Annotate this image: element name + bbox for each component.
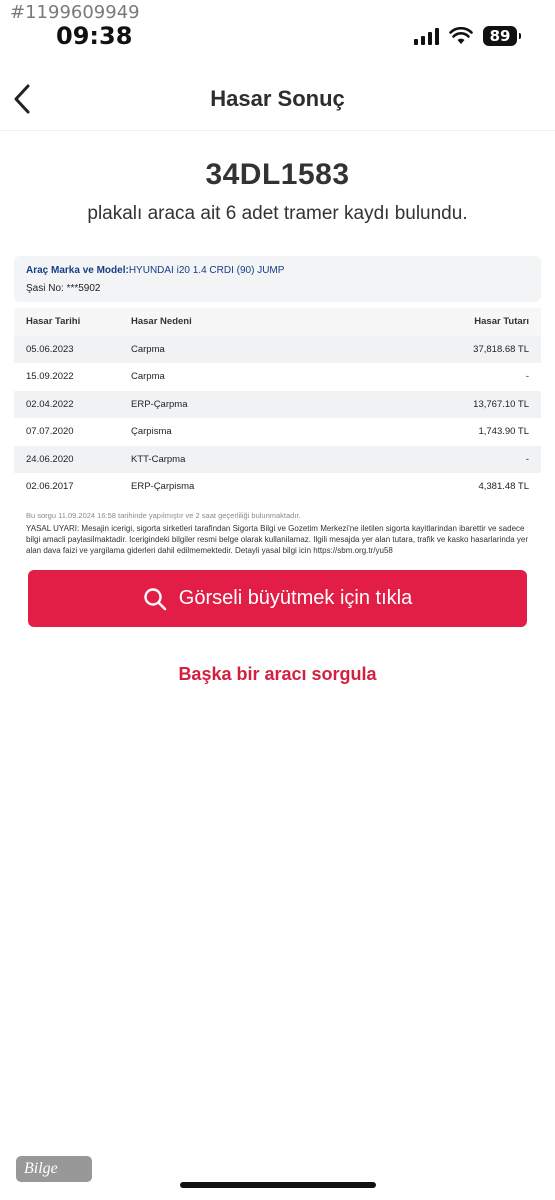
row-reason: Carpma xyxy=(131,371,165,383)
row-date: 15.09.2022 xyxy=(26,371,74,383)
table-row xyxy=(14,473,541,501)
row-reason: ERP-Çarpisma xyxy=(131,481,195,493)
row-amount: - xyxy=(525,371,529,383)
table-row xyxy=(14,391,541,419)
vehicle-info xyxy=(14,256,541,302)
row-date: 02.04.2022 xyxy=(26,398,74,410)
row-reason: ERP-Çarpma xyxy=(131,398,188,410)
row-date: 24.06.2020 xyxy=(26,453,74,465)
vehicle-model-value: HYUNDAI i20 1.4 CRDI (90) JUMP xyxy=(128,265,285,276)
row-amount: 1,743.90 TL xyxy=(478,426,529,438)
damage-table xyxy=(14,308,541,501)
table-header xyxy=(14,308,541,336)
result-summary: plakalı araca ait 6 adet tramer kaydı bulundu. xyxy=(87,203,468,224)
query-another-vehicle-link[interactable]: Başka bir aracı sorgula xyxy=(178,664,377,684)
wifi-icon xyxy=(449,27,473,45)
cellular-signal-icon xyxy=(414,27,439,45)
navigation-bar xyxy=(0,70,555,131)
listing-id: #1199609949 xyxy=(10,2,140,23)
chassis-number: Şasi No: ***5902 xyxy=(26,283,101,294)
row-reason: Çarpisma xyxy=(131,426,172,438)
query-validity-note: Bu sorgu 11.09.2024 16:58 tarihinde yapılmıştır ve 2 saat geçerliliği bulunmaktadır. xyxy=(26,510,301,520)
legal-disclaimer: YASAL UYARI: Mesajin icerigi, sigorta sirketleri tarafindan Sigorta Bilgi ve Gozetim Merkezi'ne iletilen sigorta kayitlarindan ibarettir ve sadece bilgi amacli paylasilmaktadir. Icerigindeki bilgiler resmi belge olarak kullanilamaz. Ilgili mesajda yer alan tutara, trafik ve kasko hasarlarinda yer alan dava faizi ve yargilama giderleri dahil edilmemektedir. Detayli yasal bilgi icin https://sbm.org.tr/yu58 xyxy=(26,523,528,555)
page-title: Hasar Sonuç xyxy=(210,86,345,111)
license-plate: 34DL1583 xyxy=(205,158,350,191)
home-indicator xyxy=(180,1182,376,1188)
search-icon xyxy=(143,587,167,611)
row-reason: KTT-Carpma xyxy=(131,453,186,465)
table-row xyxy=(14,363,541,391)
logo-text: Bilge xyxy=(24,1160,58,1177)
damage-report-card xyxy=(14,256,541,556)
row-date: 05.06.2023 xyxy=(26,343,74,355)
header-amount: Hasar Tutarı xyxy=(474,316,529,328)
table-row xyxy=(14,446,541,474)
vehicle-model-label: Araç Marka ve Model: xyxy=(26,265,129,276)
table-row xyxy=(14,418,541,446)
row-date: 02.06.2017 xyxy=(26,481,74,493)
status-icons xyxy=(414,24,517,48)
row-reason: Carpma xyxy=(131,343,165,355)
battery-icon: 89 xyxy=(483,26,517,46)
status-time: 09:38 xyxy=(56,22,133,50)
header-reason: Hasar Nedeni xyxy=(131,316,192,328)
enlarge-image-label: Görseli büyütmek için tıkla xyxy=(178,587,413,609)
header-date: Hasar Tarihi xyxy=(26,316,81,328)
row-amount: 13,767.10 TL xyxy=(473,398,529,410)
enlarge-image-button[interactable] xyxy=(28,570,527,627)
row-date: 07.07.2020 xyxy=(26,426,74,438)
row-amount: 4,381.48 TL xyxy=(478,481,529,493)
table-row xyxy=(14,336,541,364)
row-amount: - xyxy=(525,453,529,465)
bilge-logo xyxy=(16,1156,92,1182)
row-amount: 37,818.68 TL xyxy=(473,343,529,355)
